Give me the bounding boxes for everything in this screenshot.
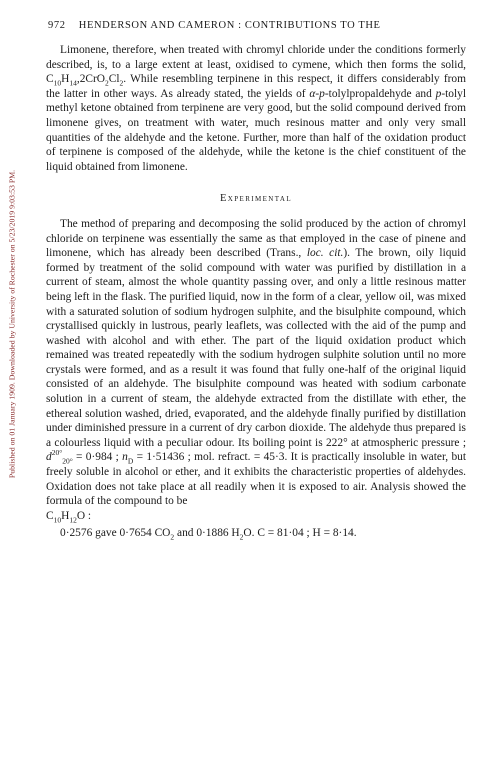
text-run: ,2CrO bbox=[76, 73, 106, 86]
analysis-result bbox=[46, 526, 466, 541]
paragraph-experimental bbox=[46, 217, 466, 509]
text-run: -tolylpropaldehyde and bbox=[324, 87, 436, 100]
text-run: 0·2576 gave 0·7654 CO bbox=[60, 527, 171, 540]
italic-run: p bbox=[435, 87, 442, 100]
download-watermark bbox=[6, 46, 18, 602]
text-run: The method of preparing and decomposing the solid produced by the action of chromyl chloride on terpinene was essentially the same as that employed in the case of pinene and limonene, which has already been described (Trans., bbox=[46, 217, 466, 260]
italic-run: α-p bbox=[309, 87, 325, 100]
subscript: D bbox=[127, 456, 134, 466]
article-body bbox=[46, 43, 466, 541]
section-heading: Experimental bbox=[219, 193, 293, 205]
subscript: 10 bbox=[53, 515, 62, 525]
subscript: 14 bbox=[69, 78, 77, 88]
subscript: 12 bbox=[69, 515, 77, 525]
italic-run: loc. cit. bbox=[306, 247, 344, 260]
text-run: = 1·51436 ; mol. refract. = 45·3. It is practically insoluble in water, but freely soluble in alcohol or ether, and it exhibits the characteristic properties of aldehydes. Oxidation does not take place at all readily when it is exposed to air. Analysis showed the formula of the compound to be bbox=[46, 451, 467, 508]
subscript: 20° bbox=[62, 456, 73, 466]
text-run: Cl bbox=[108, 73, 120, 86]
text-run: C bbox=[46, 509, 54, 522]
watermark-text: Published on 01 January 1909. Downloaded by University of Rochester on 5/23/2019 9:03:53 PM. bbox=[7, 169, 17, 479]
text-run: ). The brown, oily liquid formed by treatment of the solid compound with water was purified by distillation in a current of steam, almost the whole quantity passing over, and only a little resinous matter being left in the flask. The purified liquid, now in the form of a clear, yellow oil, was mixed with a saturated solution of sodium hydrogen sulphite, and the bisulphite compound, which crystallised quickly in lustrous, pearly leaflets, was collected with the aid of the pump and washed with alcohol and with ether. The part of the liquid oxidation product which remained was treated repeatedly with the sodium hydrogen sulphite solution until no more crystals were formed, and as a result it was found that fully one-half of the original liquid consisted of an aldehyde. The bisulphite compound was heated with sodium carbonate solution in a current of steam, the aldehyde extracted from the distillate with ether, the ethereal solution washed, dried, evaporated, and the aldehyde finally purified by distillation under diminished pressure in a current of dry carbon dioxide. The aldehyde thus prepared is a colourless liquid with a peculiar odour. Its boiling point is 222° at atmospheric pressure ; bbox=[46, 247, 467, 449]
text-run: H bbox=[61, 509, 70, 522]
text-run: Limonene, therefore, when treated with chromyl chloride under the conditions formerly described, is, to a large extent at least, oxidised to cymene, which then forms the solid, C bbox=[46, 44, 466, 86]
text-run: . While resembling terpinene in this respect, it differs considerably from the latter in other ways. As already stated, the yields of bbox=[46, 73, 466, 100]
text-run: O : bbox=[76, 509, 92, 522]
running-header bbox=[48, 20, 468, 31]
molecular-formula bbox=[46, 509, 466, 524]
subscript: 10 bbox=[53, 78, 62, 88]
text-run: and 0·1886 H bbox=[174, 527, 240, 540]
text-run: -tolyl methyl ketone obtained from terpinene are very good, but the solid compound derived from limonene gives, on treatment with water, much resinous matter and only very small quantities of the aldehyde and the ketone. Further, more than half of the oxidation product of terpinene is composed of the aldehyde, while the ketone is the chief constituent of the liquid obtained from limonene. bbox=[46, 87, 466, 173]
subscript: 2 bbox=[170, 532, 175, 542]
text-run: = 0·984 ; bbox=[72, 451, 123, 464]
text-run: O. C = 81·04 ; H = 8·14. bbox=[243, 527, 357, 540]
subscript: 2 bbox=[105, 78, 109, 88]
text-run: H bbox=[61, 73, 70, 86]
paragraph-limonene bbox=[46, 43, 466, 174]
running-title: HENDERSON AND CAMERON : CONTRIBUTIONS TO THE bbox=[78, 20, 381, 31]
superscript: 20° bbox=[51, 448, 63, 458]
subscript: 2 bbox=[239, 532, 244, 542]
subscript: 2 bbox=[119, 78, 124, 88]
page-number: 972 bbox=[48, 20, 66, 31]
italic-run: n bbox=[122, 451, 128, 464]
italic-run: d bbox=[46, 451, 52, 464]
